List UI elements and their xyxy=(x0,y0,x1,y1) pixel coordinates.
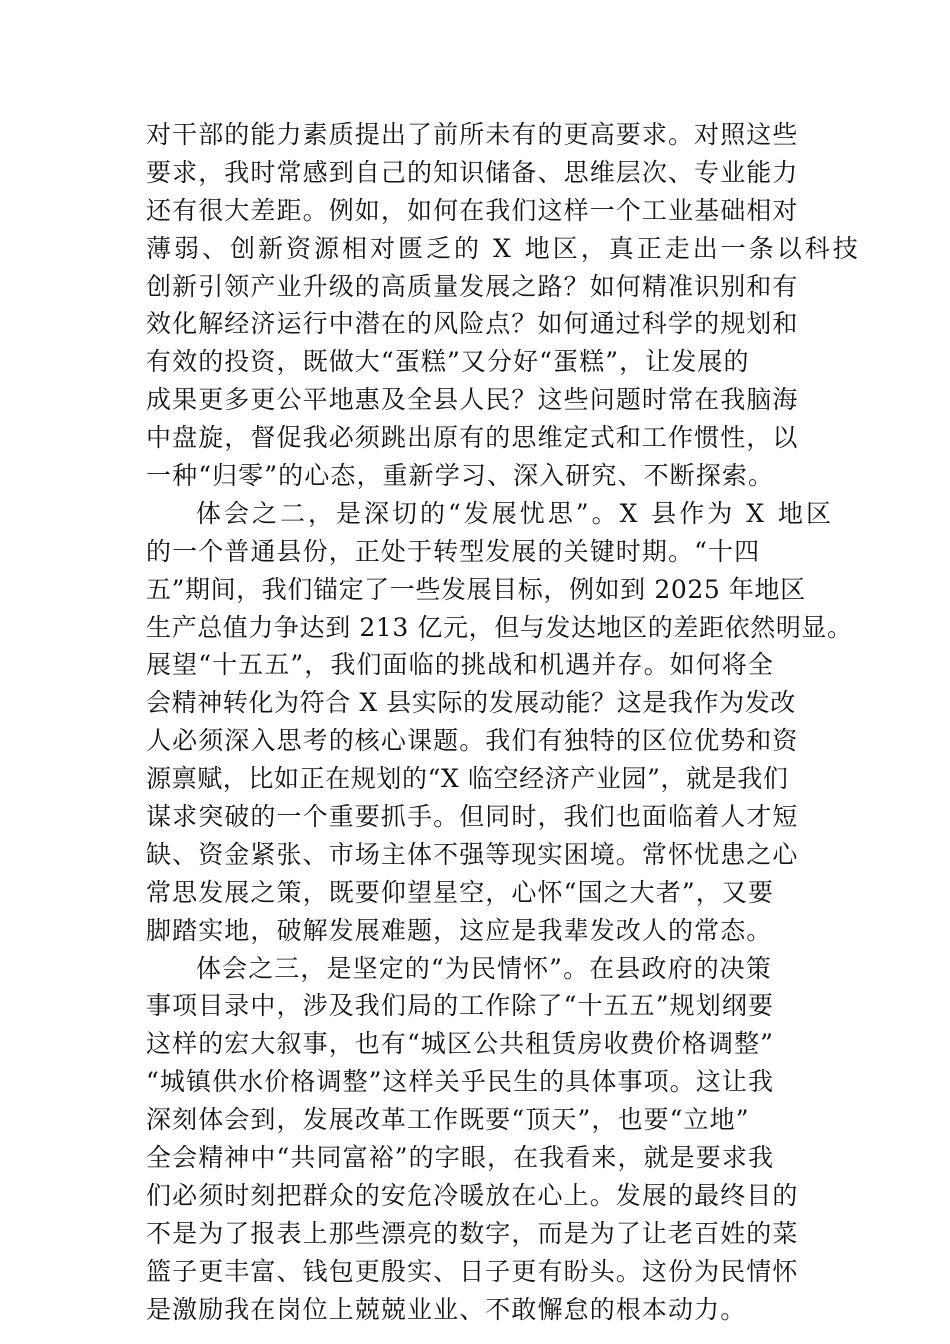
text-line: 缺、资金紧张、市场主体不强等现实困境。常怀忧患之心 xyxy=(146,839,799,869)
text-line: 人必须深入思考的核心课题。我们有独特的区位优势和资 xyxy=(146,726,799,756)
text-line: 对干部的能力素质提出了前所未有的更高要求。对照这些 xyxy=(146,120,799,149)
text-line: 要求，我时常感到自己的知识储备、思维层次、专业能力 xyxy=(146,157,799,187)
text-line: 生产总值力争达到 213 亿元，但与发达地区的差距依然明显。 xyxy=(146,612,853,642)
text-line: 成果更多更公平地惠及全县人民？这些问题时常在我脑海 xyxy=(146,385,799,415)
text-line: 深刻体会到，发展改革工作既要“顶天”，也要“立地” xyxy=(146,1105,750,1135)
text-line: 体会之二，是深切的“发展忧思”。X 县作为 X 地区 xyxy=(196,498,834,528)
text-line: 一种“归零”的心态，重新学习、深入研究、不断探索。 xyxy=(146,461,775,491)
text-line: 这样的宏大叙事，也有“城区公共租赁房收费价格调整” xyxy=(146,1029,775,1059)
text-line: “城镇供水价格调整”这样关乎民生的具体事项。这让我 xyxy=(146,1067,775,1097)
text-line: 们必须时刻把群众的安危冷暖放在心上。发展的最终目的 xyxy=(146,1180,799,1210)
text-line: 谋求突破的一个重要抓手。但同时，我们也面临着人才短 xyxy=(146,802,799,832)
text-line: 是激励我在岗位上兢兢业业、不敢懈怠的根本动力。 xyxy=(146,1294,747,1324)
text-line: 全会精神中“共同富裕”的字眼，在我看来，就是要求我 xyxy=(146,1143,775,1173)
text-line: 展望“十五五”，我们面临的挑战和机遇并存。如何将全 xyxy=(146,650,775,680)
text-line: 脚踏实地，破解发展难题，这应是我辈发改人的常态。 xyxy=(146,915,773,945)
text-line: 有效的投资，既做大“蛋糕”又分好“蛋糕”，让发展的 xyxy=(146,347,750,377)
text-line: 篮子更丰富、钱包更殷实、日子更有盼头。这份为民情怀 xyxy=(146,1256,799,1286)
text-line: 不是为了报表上那些漂亮的数字，而是为了让老百姓的菜 xyxy=(146,1218,799,1248)
text-line: 源禀赋，比如正在规划的“X 临空经济产业园”，就是我们 xyxy=(146,764,789,794)
text-line: 事项目录中，涉及我们局的工作除了“十五五”规划纲要 xyxy=(146,991,775,1021)
text-line: 中盘旋，督促我必须跳出原有的思维定式和工作惯性，以 xyxy=(146,423,799,453)
text-line: 还有很大差距。例如，如何在我们这样一个工业基础相对 xyxy=(146,195,799,225)
body-text xyxy=(146,116,861,1329)
text-line: 的一个普通县份，正处于转型发展的关键时期。“十四 xyxy=(146,536,761,566)
text-line: 创新引领产业升级的高质量发展之路？如何精准识别和有 xyxy=(146,271,799,301)
text-line: 五”期间，我们锚定了一些发展目标，例如到 2025 年地区 xyxy=(146,574,806,604)
text-line: 体会之三，是坚定的“为民情怀”。在县政府的决策 xyxy=(196,953,772,983)
text-line: 会精神转化为符合 X 县实际的发展动能？这是我作为发改 xyxy=(146,688,796,718)
text-line: 薄弱、创新资源相对匮乏的 X 地区，真正走出一条以科技 xyxy=(146,233,861,263)
text-line: 效化解经济运行中潜在的风险点？如何通过科学的规划和 xyxy=(146,309,799,339)
text-line: 常思发展之策，既要仰望星空，心怀“国之大者”，又要 xyxy=(146,877,775,907)
